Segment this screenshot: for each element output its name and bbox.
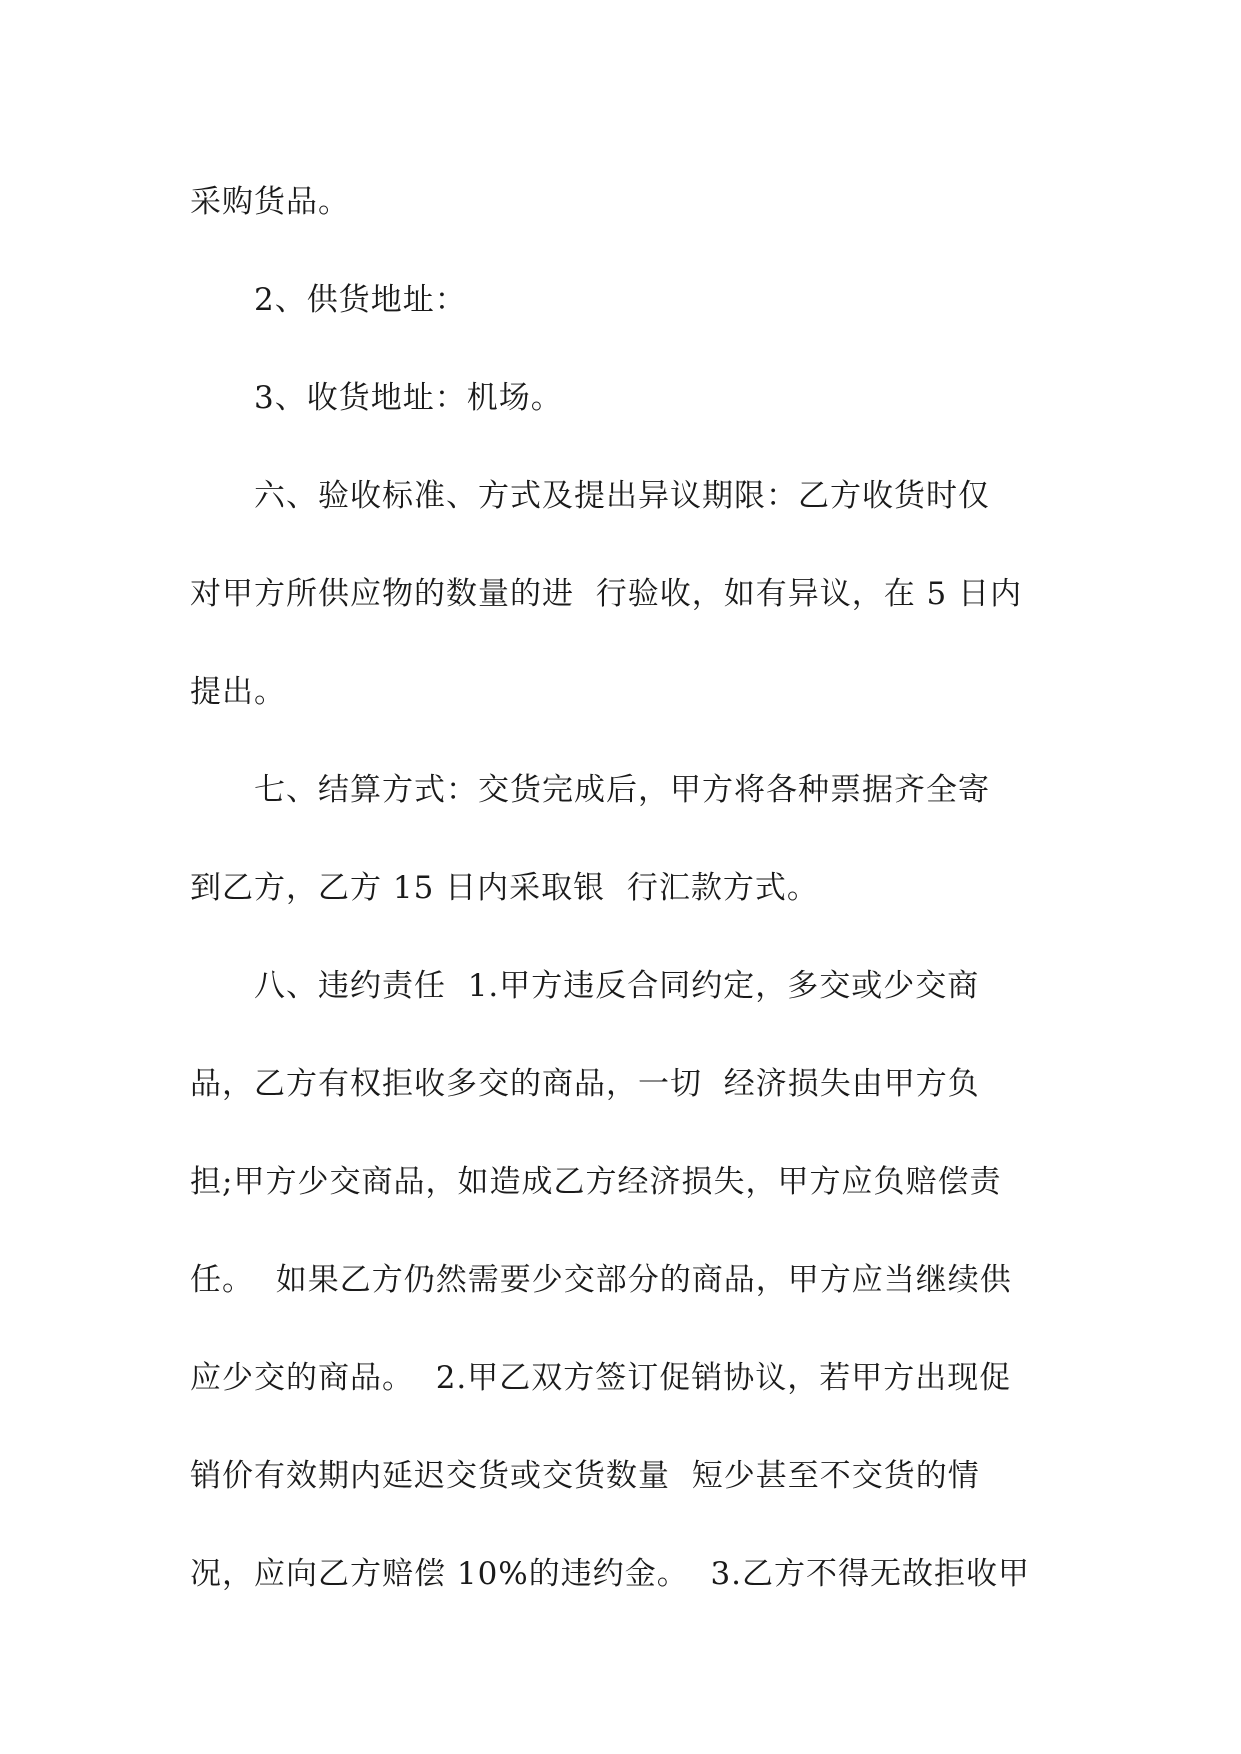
text-line-14: 销价有效期内延迟交货或交货数量 短少甚至不交货的情 [190,1458,980,1494]
text-line-9: 八、违约责任 1.甲方违反合同约定，多交或少交商 [254,968,980,1004]
text-line-13: 应少交的商品。 2.甲乙双方签订促销协议，若甲方出现促 [190,1360,1012,1396]
text-line-4: 六、验收标准、方式及提出异议期限：乙方收货时仅 [254,478,990,514]
text-line-15: 况，应向乙方赔偿 10%的违约金。 3.乙方不得无故拒收甲 [190,1556,1031,1592]
text-line-12: 任。 如果乙方仍然需要少交部分的商品，甲方应当继续供 [190,1262,1012,1298]
text-line-10: 品，乙方有权拒收多交的商品，一切 经济损失由甲方负 [190,1066,980,1102]
text-line-2: 2、供货地址： [254,282,467,318]
text-line-3: 3、收货地址：机场。 [254,380,563,416]
text-line-5: 对甲方所供应物的数量的进 行验收，如有异议，在 5 日内 [190,576,1023,612]
text-line-11: 担;甲方少交商品，如造成乙方经济损失，甲方应负赔偿责 [190,1164,1002,1200]
text-line-1: 采购货品。 [190,184,350,220]
text-line-6: 提出。 [190,674,286,710]
text-line-7: 七、结算方式：交货完成后，甲方将各种票据齐全寄 [254,772,990,808]
text-line-8: 到乙方，乙方 15 日内采取银 行汇款方式。 [190,870,819,906]
